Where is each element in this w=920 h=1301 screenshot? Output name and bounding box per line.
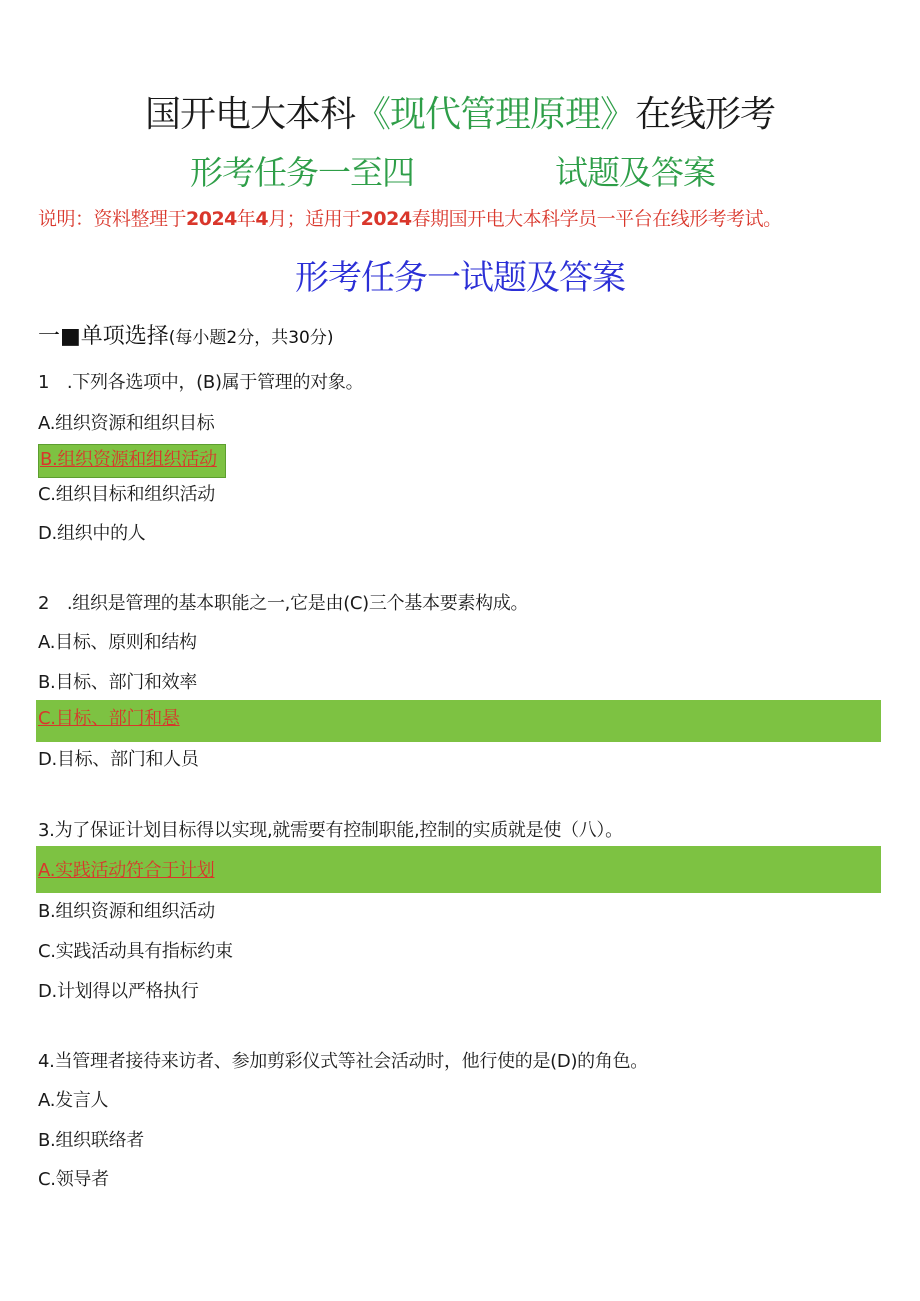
note-part: 月；适用于 (268, 208, 361, 230)
option: A.组织资源和组织目标 (38, 413, 215, 434)
note-part: 说明：资料整理于 (38, 208, 187, 230)
document-title (0, 92, 920, 138)
subtitle-right: 试题及答案 (555, 153, 715, 192)
title-course: 《现代管理原理》 (354, 94, 635, 135)
option: B.组织资源和组织活动 (38, 901, 215, 922)
option: A.目标、原则和结构 (38, 632, 197, 653)
option: B.目标、部门和效率 (38, 672, 198, 693)
option: D.组织中的人 (38, 523, 146, 544)
option: B.组织联络者 (38, 1130, 144, 1151)
question-stem: 4.当管理者接待来访者、参加剪彩仪式等社会活动时，他行使的是(D)的角色。 (38, 1051, 648, 1072)
title-suffix: 在线形考 (635, 94, 776, 135)
option: D.目标、部门和人员 (38, 749, 199, 770)
note-part: 年 (236, 208, 256, 230)
note-year: 2024 (360, 208, 412, 230)
option-correct: C.目标、部门和悬 (38, 708, 180, 729)
option: C.领导者 (38, 1169, 109, 1190)
part-note: (每小题2分，共30分) (168, 328, 334, 348)
question-stem: 2 .组织是管理的基本职能之一,它是由(C)三个基本要素构成。 (38, 593, 529, 614)
note-text (38, 206, 782, 232)
option: C.实践活动具有指标约束 (38, 941, 233, 962)
note-month: 4 (255, 208, 269, 230)
part-label: 一■单项选择 (38, 324, 169, 349)
note-part: 春期国开电大本科学员一平台在线形考考试。 (411, 208, 782, 230)
option: D.计划得以严格执行 (38, 981, 199, 1002)
section-title: 形考任务一试题及答案 (295, 258, 625, 298)
subtitle-left: 形考任务一至四 (190, 153, 414, 192)
option-correct: B.组织资源和组织活动 (40, 449, 217, 470)
question-stem: 3.为了保证计划目标得以实现,就需要有控制职能,控制的实质就是使（八）。 (38, 820, 623, 841)
option-correct: A.实践活动符合于计划 (38, 860, 215, 881)
title-prefix: 国开电大本科 (144, 94, 355, 135)
option: A.发言人 (38, 1090, 109, 1111)
part-heading (38, 322, 334, 353)
option: C.组织目标和组织活动 (38, 484, 215, 505)
question-stem: 1 .下列各选项中，(B)属于管理的对象。 (38, 372, 364, 393)
note-year: 2024 (186, 208, 237, 230)
